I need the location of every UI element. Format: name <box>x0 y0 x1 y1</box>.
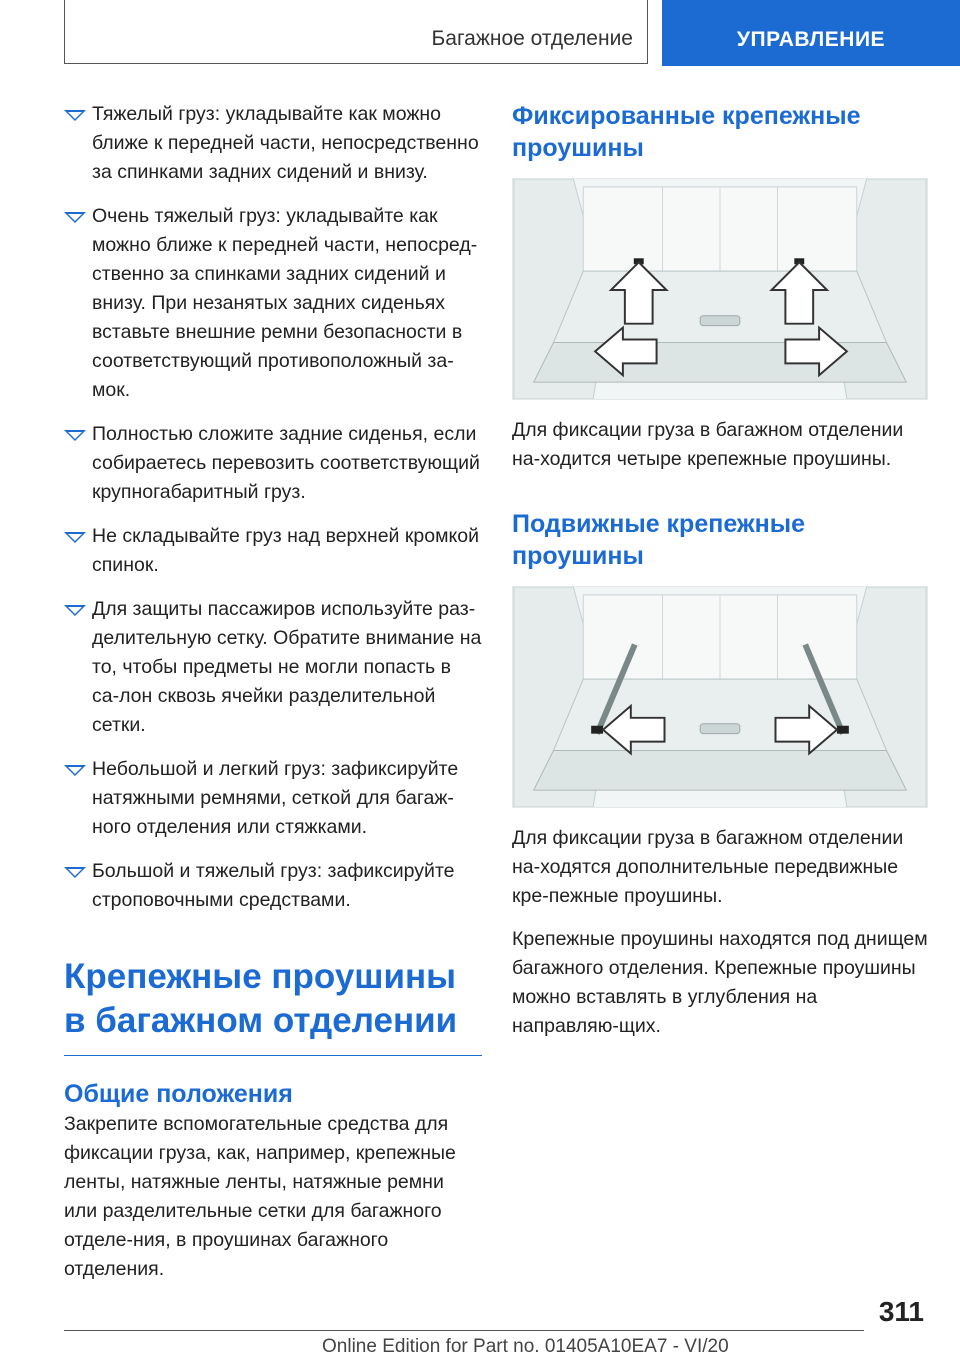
triangle-bullet-icon <box>64 110 86 121</box>
general-paragraph: Закрепите вспомогательные средства для фиксации груза, как, например, крепежные ленты, натяжные ленты, натяжные ремни или разделительные сетки для багажного отделе‐ния, в проушинах багажного отделения. <box>64 1113 456 1280</box>
bullet-text: Тяжелый груз: укладывайте как можно ближе к передней части, непосредственно за спинками задних сидений и внизу. <box>92 103 479 183</box>
section-heading: Крепежные проушины в багажном отделении <box>64 955 482 1056</box>
fixed-eyes-paragraph: Для фиксации груза в багажном отделении на‐ходится четыре крепежные проушины. <box>512 419 904 470</box>
triangle-bullet-icon <box>64 430 86 441</box>
triangle-bullet-icon <box>64 867 86 878</box>
trunk-fixed-lashing-eyes-illustration <box>512 178 928 400</box>
list-item <box>64 100 482 187</box>
trunk-movable-lashing-eyes-illustration <box>512 586 928 808</box>
subsection-heading-general: Общие положения <box>64 1080 293 1108</box>
triangle-bullet-icon <box>64 765 86 776</box>
header-chapter-tab: УПРАВЛЕНИЕ <box>662 0 960 66</box>
list-item <box>64 202 482 405</box>
movable-eyes-paragraph-2: Крепежные проушины находятся под днищем багажного отделения. Крепежные проушины можно вставлять в углубления на направляю‐щих. <box>512 928 928 1037</box>
subsection-heading-movable: Подвижные крепежные проушины <box>512 510 805 570</box>
list-item <box>64 595 482 740</box>
movable-eyes-paragraph-1: Для фиксации груза в багажном отделении на‐ходятся дополнительные передвижные кре‐пежные проушины. <box>512 827 904 907</box>
bullet-text: Полностью сложите задние сиденья, если собираетесь перевозить соответствующий крупногабаритный груз. <box>92 423 480 503</box>
footer-divider <box>64 1330 864 1331</box>
header-section-box <box>64 0 648 64</box>
triangle-bullet-icon <box>64 212 86 223</box>
bullet-list <box>64 100 482 915</box>
footer-edition-text: Online Edition for Part no. 01405A10EA7 - VI/20 <box>322 1336 729 1357</box>
trunk-illustration-svg <box>513 179 927 399</box>
header-section-title: Багажное отделение <box>431 27 633 50</box>
list-item <box>64 755 482 842</box>
list-item <box>64 857 482 915</box>
right-column <box>512 100 928 1041</box>
triangle-bullet-icon <box>64 532 86 543</box>
bullet-text: Очень тяжелый груз: укладывайте как можно ближе к передней части, непосред‐ственно за спинками задних сидений и внизу. При незанятых задних сиденьях вставьте внешние ремни безопасности в соответствующий противоположный за‐мок. <box>92 205 478 401</box>
list-item <box>64 420 482 507</box>
bullet-text: Небольшой и легкий груз: зафиксируйте натяжными ремнями, сеткой для багаж‐ного отделения или стяжками. <box>92 758 459 838</box>
bullet-text: Не складывайте груз над верхней кромкой спинок. <box>92 525 479 576</box>
page-number: 311 <box>878 1296 924 1327</box>
list-item <box>64 522 482 580</box>
trunk-illustration-svg <box>513 587 927 807</box>
triangle-bullet-icon <box>64 605 86 616</box>
bullet-text: Большой и тяжелый груз: зафиксируйте строповочными средствами. <box>92 860 455 911</box>
subsection-heading-fixed: Фиксированные крепежные проушины <box>512 102 861 162</box>
bullet-text: Для защиты пассажиров используйте раз‐делительную сетку. Обратите внимание на то, чтобы предметы не могли попасть в са‐лон сквозь ячейки разделительной сетки. <box>92 598 482 736</box>
left-column <box>64 100 482 1284</box>
